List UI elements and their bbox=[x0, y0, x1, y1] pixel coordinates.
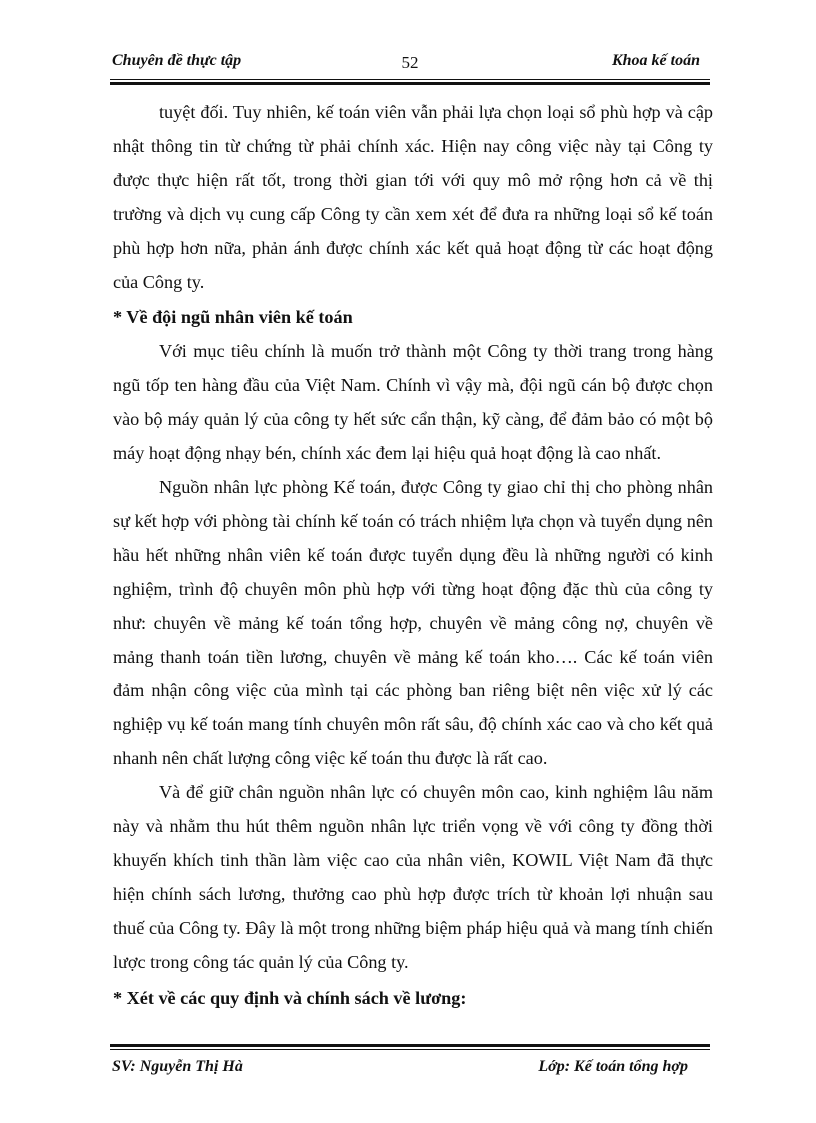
header-report-title: Chuyên đề thực tập bbox=[112, 52, 242, 69]
section-heading-staff: * Về đội ngũ nhân viên kế toán bbox=[113, 307, 353, 328]
paragraph-retention: Và để giữ chân nguồn nhân lực có chuyên môn cao, kinh nghiệm lâu năm này và nhằm thu hút thêm nguồn nhân lực triển vọng về với công ty đồng thời khuyến khích tinh thần làm việc cao của nhân viên, KOWIL Việt Nam đã thực hiện chính sách lương, thưởng cao phù hợp được trích từ khoản lợi nhuận sau thuế của Công ty. Đây là một trong những biệm pháp hiệu quả và mang tính chiến lược trong công tác quản lý của Công ty. bbox=[113, 782, 713, 972]
page-header bbox=[110, 50, 710, 78]
header-rule-thin bbox=[110, 79, 710, 80]
section-heading-salary: * Xét về các quy định và chính sách về lương: bbox=[113, 987, 467, 1008]
footer-student-name: SV: Nguyễn Thị Hà bbox=[112, 1058, 243, 1075]
footer-rule-thin bbox=[110, 1049, 710, 1050]
document-body bbox=[113, 96, 713, 1015]
footer-rule-thick bbox=[110, 1044, 710, 1047]
paragraph-goals: Với mục tiêu chính là muốn trở thành một Công ty thời trang trong hàng ngũ tốp ten hàng đầu của Việt Nam. Chính vì vậy mà, đội ngũ cán bộ được chọn vào bộ máy quản lý của công ty hết sức cẩn thận, kỹ càng, để đảm bảo có một bộ máy hoạt động nhạy bén, chính xác đem lại hiệu quả hoạt động là cao nhất. bbox=[113, 341, 713, 464]
paragraph-continuation: tuyệt đối. Tuy nhiên, kế toán viên vẫn phải lựa chọn loại sổ phù hợp và cập nhật thông tin từ chứng từ phải chính xác. Hiện nay công việc này tại Công ty được thực hiện rất tốt, trong thời gian tới với quy mô mở rộng hơn cả về thị trường và dịch vụ cung cấp Công ty cần xem xét để đưa ra những loại sổ kế toán phù hợp hơn nữa, phản ánh được chính xác kết quả hoạt động từ các hoạt động của Công ty. bbox=[113, 102, 713, 292]
page-footer bbox=[110, 1058, 710, 1084]
header-rule-thick bbox=[110, 82, 710, 85]
paragraph-human-resources: Nguồn nhân lực phòng Kế toán, được Công ty giao chỉ thị cho phòng nhân sự kết hợp với phòng tài chính kế toán có trách nhiệm lựa chọn và tuyển dụng nên hầu hết những nhân viên kế toán được tuyển dụng đều là những người có kinh nghiệm, trình độ chuyên môn phù hợp với từng hoạt động đặc thù của công ty như: chuyên về mảng kế toán tổng hợp, chuyên về mảng công nợ, chuyên về mảng thanh toán tiền lương, chuyên về mảng kế toán kho…. Các kế toán viên đảm nhận công việc của mình tại các phòng ban riêng biệt nên việc xử lý các nghiệp vụ kế toán mang tính chuyên môn rất sâu, độ chính xác cao và cho kết quả nhanh nên chất lượng công việc kế toán thu được là rất cao. bbox=[113, 476, 713, 769]
header-department: Khoa kế toán bbox=[611, 52, 700, 69]
footer-class-name: Lớp: Kế toán tổng hợp bbox=[538, 1058, 688, 1075]
page-number: 52 bbox=[401, 53, 419, 72]
